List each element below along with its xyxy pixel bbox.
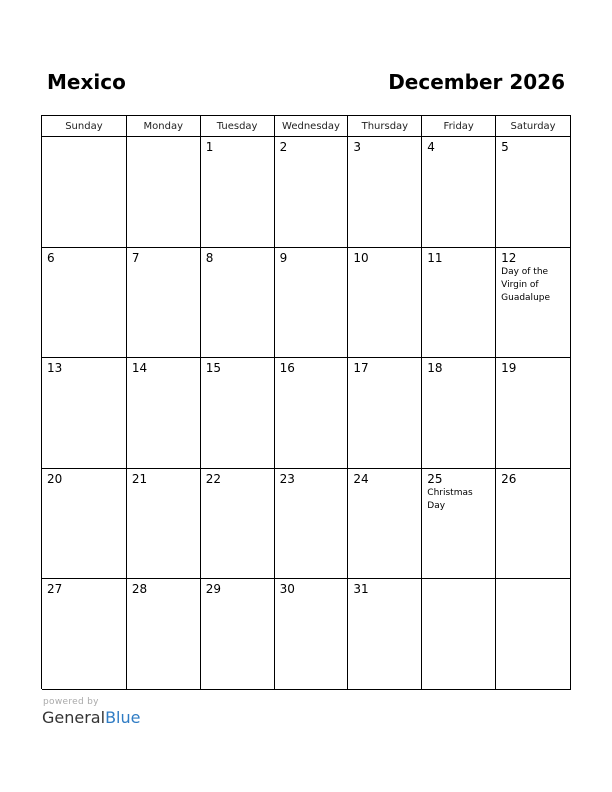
day-cell — [496, 358, 571, 469]
day-cell — [201, 248, 275, 359]
country-title: Mexico — [47, 70, 126, 94]
day-cell — [496, 248, 571, 359]
day-number: 29 — [205, 582, 221, 597]
day-cell — [348, 579, 422, 690]
day-number: 18 — [427, 361, 443, 376]
day-cell — [201, 469, 275, 580]
generalblue-logo[interactable] — [42, 708, 140, 727]
powered-by-text: powered by — [43, 697, 99, 707]
day-cell — [275, 469, 349, 580]
weekday-header: Monday — [127, 116, 201, 137]
calendar-grid — [41, 115, 571, 689]
day-cell — [348, 469, 422, 580]
day-number: 30 — [279, 582, 295, 597]
day-number: 6 — [47, 250, 55, 265]
week-row — [42, 137, 571, 248]
day-number: 26 — [501, 471, 517, 486]
day-number: 19 — [501, 361, 517, 376]
day-cell — [496, 579, 571, 690]
day-cell — [42, 579, 127, 690]
day-number: 15 — [205, 361, 221, 376]
day-number: 24 — [353, 471, 369, 486]
day-cell — [127, 358, 201, 469]
day-number: 5 — [501, 140, 509, 154]
day-cell — [422, 137, 496, 248]
day-number: 2 — [279, 140, 288, 154]
day-number: 28 — [131, 582, 148, 597]
day-cell — [42, 137, 127, 248]
week-row — [42, 358, 571, 469]
weekday-header: Friday — [422, 116, 496, 137]
day-number: 9 — [279, 250, 288, 265]
day-cell — [275, 137, 349, 248]
week-row — [42, 579, 571, 690]
day-number: 14 — [131, 361, 148, 376]
day-cell — [42, 358, 127, 469]
day-number: 7 — [131, 250, 140, 265]
day-cell — [422, 358, 496, 469]
day-number: 10 — [353, 250, 369, 265]
day-cell — [348, 137, 422, 248]
day-cell — [496, 137, 571, 248]
day-cell — [127, 469, 201, 580]
day-cell — [201, 137, 275, 248]
day-number: 1 — [205, 140, 214, 154]
holiday-label: Day of the Virgin of Guadalupe — [501, 266, 551, 303]
day-cell — [275, 579, 349, 690]
day-cell — [201, 358, 275, 469]
day-number: 21 — [131, 471, 148, 486]
day-cell — [348, 248, 422, 359]
day-cell — [422, 469, 496, 580]
day-cell — [275, 358, 349, 469]
weekday-header: Tuesday — [201, 116, 275, 137]
day-number: 31 — [353, 582, 369, 597]
day-cell — [42, 469, 127, 580]
day-number: 20 — [47, 471, 63, 486]
day-number: 25 — [427, 471, 443, 486]
day-number: 16 — [279, 361, 295, 376]
day-number: 23 — [279, 471, 295, 486]
weekday-header-row — [42, 116, 571, 137]
day-cell — [422, 248, 496, 359]
day-number: 4 — [427, 140, 435, 154]
day-number: 8 — [205, 250, 214, 265]
brand-blue: Blue — [105, 708, 141, 727]
day-cell — [348, 358, 422, 469]
day-cell — [201, 579, 275, 690]
week-row — [42, 469, 571, 580]
day-number: 22 — [205, 471, 221, 486]
month-year-title: December 2026 — [388, 70, 565, 94]
day-cell — [275, 248, 349, 359]
day-cell — [127, 579, 201, 690]
weekday-header: Wednesday — [275, 116, 349, 137]
day-number: 3 — [353, 140, 362, 154]
day-number: 27 — [47, 582, 63, 597]
day-number: 11 — [427, 250, 443, 265]
weekday-header: Sunday — [42, 116, 127, 137]
day-cell — [127, 248, 201, 359]
weekday-header: Thursday — [348, 116, 422, 137]
week-row — [42, 248, 571, 359]
day-cell — [127, 137, 201, 248]
weekday-header: Saturday — [496, 116, 571, 137]
day-cell — [42, 248, 127, 359]
day-number: 13 — [47, 361, 63, 376]
day-cell — [496, 469, 571, 580]
day-number: 12 — [501, 250, 517, 265]
day-cell — [422, 579, 496, 690]
day-number: 17 — [353, 361, 369, 376]
brand-general: General — [42, 708, 106, 727]
holiday-label: Christmas Day — [427, 487, 473, 511]
